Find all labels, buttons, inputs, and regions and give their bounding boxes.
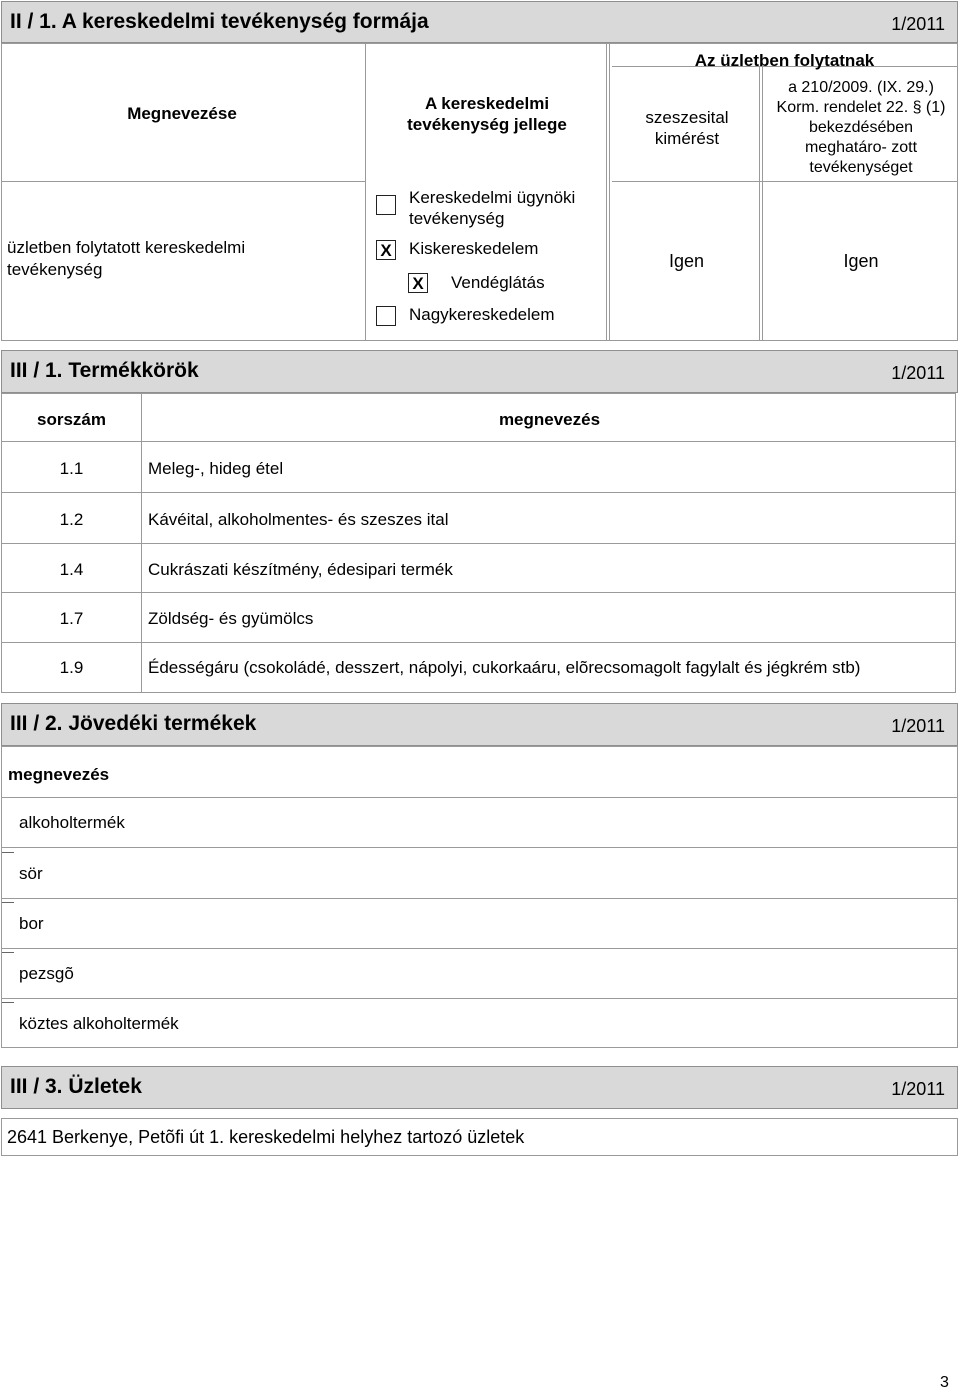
row-name: Kávéital, alkoholmentes- és szeszes ital (148, 510, 449, 529)
header-name: Megnevezése (127, 104, 237, 123)
page-number: 3 (940, 1374, 949, 1391)
product-groups-table (1, 393, 956, 693)
option-label: Kiskereskedelem (409, 239, 539, 258)
row-name: Meleg-, hideg étel (148, 459, 284, 478)
header-conducted: Az üzletben folytatnak (694, 51, 875, 70)
section-title: II / 1. A kereskedelmi tevékenység formája (10, 10, 429, 33)
section-header-trade-form (1, 1, 958, 43)
row-divider (2, 948, 957, 949)
row-divider (2, 592, 955, 593)
row-divider (2, 998, 957, 999)
section-title: III / 1. Termékkörök (10, 359, 199, 382)
row-marker (2, 952, 14, 953)
excise-item: pezsgõ (19, 964, 74, 983)
header-divider (2, 181, 365, 182)
option-label: Vendéglátás (451, 273, 545, 292)
header-decree: a 210/2009. (IX. 29.) Korm. rendelet 22. § (1) bekezdésében meghatáro- zott tevékenységet (776, 79, 946, 176)
row-marker (2, 1002, 14, 1003)
header-character: A kereskedelmi tevékenység jellege (407, 94, 567, 134)
row-marker (2, 902, 14, 903)
section-title: III / 2. Jövedéki termékek (10, 712, 257, 735)
column-header-name: megnevezés (8, 765, 110, 784)
column-header-name: megnevezés (498, 410, 601, 429)
column-divider (759, 66, 763, 340)
option-checkbox[interactable]: X (408, 273, 428, 293)
row-divider (2, 847, 957, 848)
option-label: Kereskedelmi ügynöki tevékenység (409, 188, 576, 228)
row-name: Cukrászati készítmény, édesipari termék (148, 560, 453, 579)
row-number: 1.7 (59, 609, 84, 628)
trade-form-table (1, 43, 958, 341)
shop-address: 2641 Berkenye, Petõfi út 1. kereskedelmi helyhez tartozó üzletek (7, 1127, 525, 1147)
excise-products-table (1, 746, 958, 1048)
row-number: 1.1 (59, 459, 84, 478)
row-divider (2, 492, 955, 493)
section-year: 1/2011 (891, 1079, 945, 1099)
column-divider (365, 44, 366, 340)
row-divider (2, 898, 957, 899)
spirits-value: Igen (668, 251, 705, 271)
option-label: Nagykereskedelem (409, 305, 555, 324)
column-header-number: sorszám (37, 410, 106, 429)
section-header-shops (1, 1066, 958, 1109)
excise-item: köztes alkoholtermék (19, 1014, 179, 1033)
excise-item: bor (19, 914, 44, 933)
row-marker (2, 852, 14, 853)
row-divider (2, 441, 955, 442)
row-name: üzletben folytatott kereskedelmi tevékenység (7, 238, 246, 279)
row-divider (2, 642, 955, 643)
row-number: 1.9 (59, 658, 84, 677)
header-spirits: szeszesital kimérést (645, 108, 729, 148)
row-divider (2, 543, 955, 544)
section-year: 1/2011 (891, 716, 945, 736)
row-divider (2, 797, 957, 798)
decree-value: Igen (843, 251, 879, 271)
row-name: Zöldség- és gyümölcs (148, 609, 314, 628)
row-name: Édességáru (csokoládé, desszert, nápolyi, cukorkaáru, elõrecsomagolt fagylalt és jégkrém stb) (148, 658, 861, 677)
section-header-product-groups (1, 350, 958, 393)
excise-item: alkoholtermék (19, 813, 125, 832)
row-number: 1.4 (59, 560, 84, 579)
shops-table (1, 1118, 958, 1156)
option-checkbox[interactable] (376, 195, 396, 215)
section-header-excise-products (1, 703, 958, 746)
section-year: 1/2011 (891, 363, 945, 383)
header-divider (612, 181, 957, 182)
row-number: 1.2 (59, 510, 84, 529)
section-year: 1/2011 (891, 14, 945, 34)
option-checkbox[interactable]: X (376, 240, 396, 260)
option-checkbox[interactable] (376, 306, 396, 326)
column-divider (606, 44, 610, 340)
section-title: III / 3. Üzletek (10, 1075, 142, 1098)
excise-item: sör (19, 864, 43, 883)
